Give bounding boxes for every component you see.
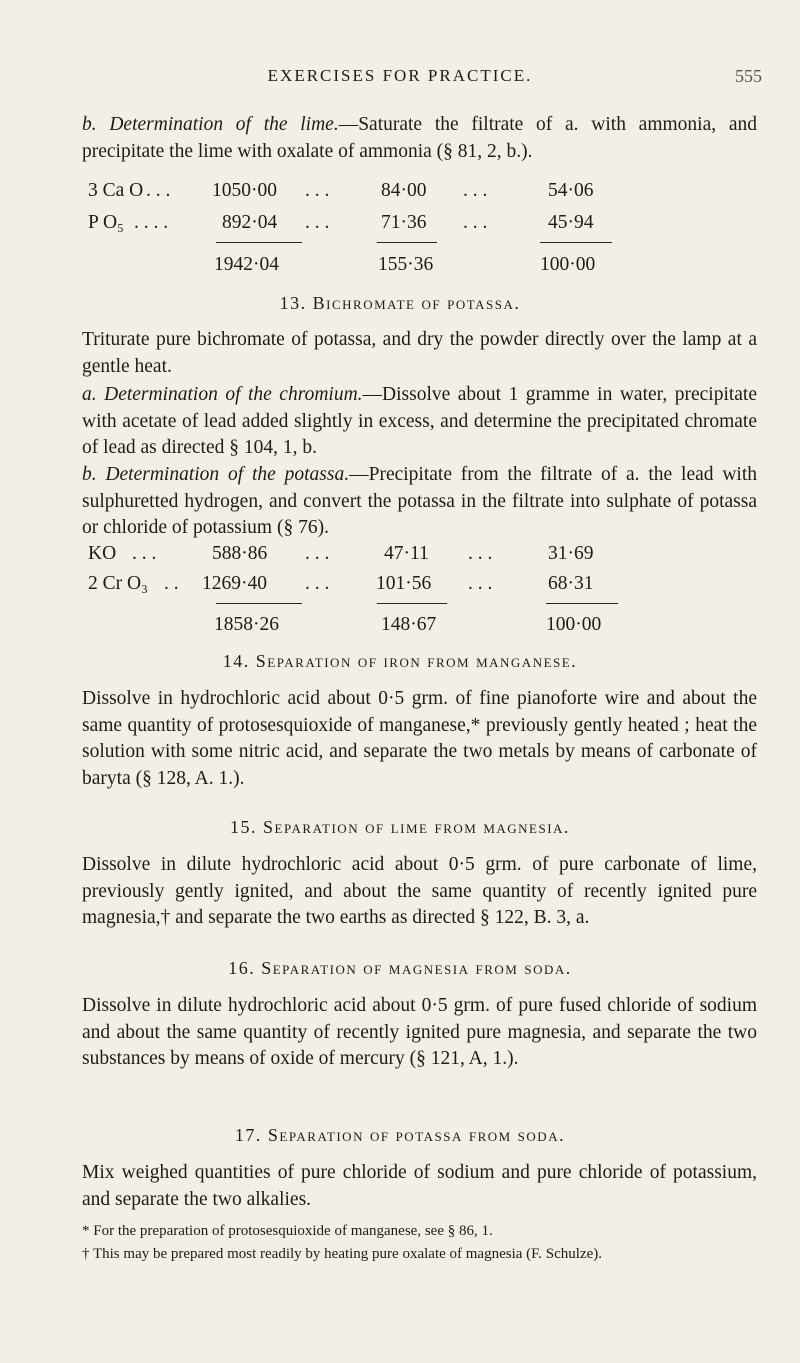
value-col1: 1269·40 (202, 573, 267, 594)
page-number: 555 (735, 66, 762, 86)
dots: . . . (468, 543, 493, 564)
para-13-b (82, 462, 757, 542)
para-17: Mix weighed quantities of pure chloride of sodium and pure chloride of potassium, and separate the two alkalies. (82, 1162, 757, 1210)
sum-rule (216, 242, 302, 243)
dots: . . . (146, 180, 171, 201)
sum-rule (546, 603, 618, 604)
dots: . . . (463, 212, 488, 233)
footnote: † This may be prepared most readily by heating pure oxalate of magnesia (F. Schulze). (82, 1246, 603, 1262)
formula: 3 Ca O (88, 180, 144, 201)
table-row (88, 180, 748, 206)
value-col2: 101·56 (376, 573, 432, 594)
para-determination-lime (82, 112, 757, 165)
total-col2: 148·67 (381, 614, 437, 635)
value-col1: 588·86 (212, 543, 268, 564)
total-col1: 1858·26 (214, 614, 279, 635)
dots: . . (164, 573, 179, 594)
dots: . . . (305, 573, 330, 594)
para-16: Dissolve in dilute hydrochloric acid about 0·5 grm. of pure fused chloride of sodium and about the same quantity of recently ignited pure magnesia, and separate the two substances by means of oxide of mercury (§ 121, A, 1.). (82, 995, 757, 1069)
para-13-a (82, 382, 757, 462)
value-col2: 84·00 (381, 180, 427, 201)
sum-rule (377, 242, 437, 243)
dots: . . . (468, 573, 493, 594)
running-title: EXERCISES FOR PRACTICE. (267, 66, 533, 85)
section-heading-16: 16. Separation of magnesia from soda. (228, 958, 572, 978)
dots: . . . (305, 543, 330, 564)
formula: P O₅ (88, 212, 124, 233)
para-14: Dissolve in hydrochloric acid about 0·5 grm. of fine pianoforte wire and about the same quantity of protosesquioxide of manganese,* previously gently heated ; heat the solution with some nitric acid, and separate the two metals by means of carbonate of baryta (§ 128, A. 1.). (82, 688, 757, 789)
section-heading-15: 15. Separation of lime from magnesia. (230, 817, 570, 837)
totals-row (88, 254, 748, 280)
para-text: —Dissolve about 1 gramme in water, precipitate with acetate of lead added slightly in excess, and determine the precipitated chromate of lead as directed § 104, 1, b. (82, 384, 758, 458)
running-head (0, 66, 800, 96)
value-col3: 68·31 (548, 573, 594, 594)
footnote: * For the preparation of protosesquioxide of manganese, see § 86, 1. (82, 1223, 493, 1239)
value-col3: 31·69 (548, 543, 594, 564)
table-row (88, 543, 748, 569)
table-row (88, 573, 748, 599)
para-15: Dissolve in dilute hydrochloric acid about 0·5 grm. of pure carbonate of lime, previously gently ignited, and about the same quantity of recently ignited pure magnesia,† and separate the two earths as directed § 122, B. 3, a. (82, 854, 757, 928)
para-label: b. Determination of the lime. (82, 114, 339, 135)
para-text: —Saturate the filtrate of a. with ammonia, and precipitate the lime with oxalate of ammonia (§ 81, 2, b.). (82, 114, 757, 162)
formula: 2 Cr O₃ (88, 573, 148, 594)
value-col1: 1050·00 (212, 180, 277, 201)
total-col1: 1942·04 (214, 254, 279, 275)
sum-rule (377, 603, 447, 604)
sum-rule (216, 603, 302, 604)
value-col1: 892·04 (222, 212, 278, 233)
dots: . . . (463, 180, 488, 201)
total-col2: 155·36 (378, 254, 434, 275)
dots: . . . (305, 212, 330, 233)
dots: . . . (305, 180, 330, 201)
section-heading-13: 13. Bichromate of potassa. (279, 293, 521, 313)
totals-row (88, 614, 748, 640)
table-row (88, 212, 748, 238)
dots: . . . . (134, 212, 169, 233)
para-label: a. Determination of the chromium. (82, 384, 363, 405)
section-heading-14: 14. Separation of iron from manganese. (222, 651, 578, 671)
value-col2: 71·36 (381, 212, 427, 233)
total-col3: 100·00 (540, 254, 596, 275)
dots: . . . (132, 543, 157, 564)
sum-rule (540, 242, 612, 243)
para-13-intro: Triturate pure bichromate of potassa, and dry the powder directly over the lamp at a gentle heat. (82, 329, 757, 377)
para-label: b. Determination of the potassa. (82, 464, 350, 485)
value-col2: 47·11 (384, 543, 429, 564)
value-col3: 54·06 (548, 180, 594, 201)
section-heading-17: 17. Separation of potassa from soda. (234, 1125, 566, 1145)
total-col3: 100·00 (546, 614, 602, 635)
formula: KO (88, 543, 117, 564)
para-text: —Precipitate from the filtrate of a. the lead with sulphuretted hydrogen, and convert the potassa in the filtrate into sulphate of potassa or chloride of potassium (§ 76). (82, 464, 757, 538)
value-col3: 45·94 (548, 212, 594, 233)
